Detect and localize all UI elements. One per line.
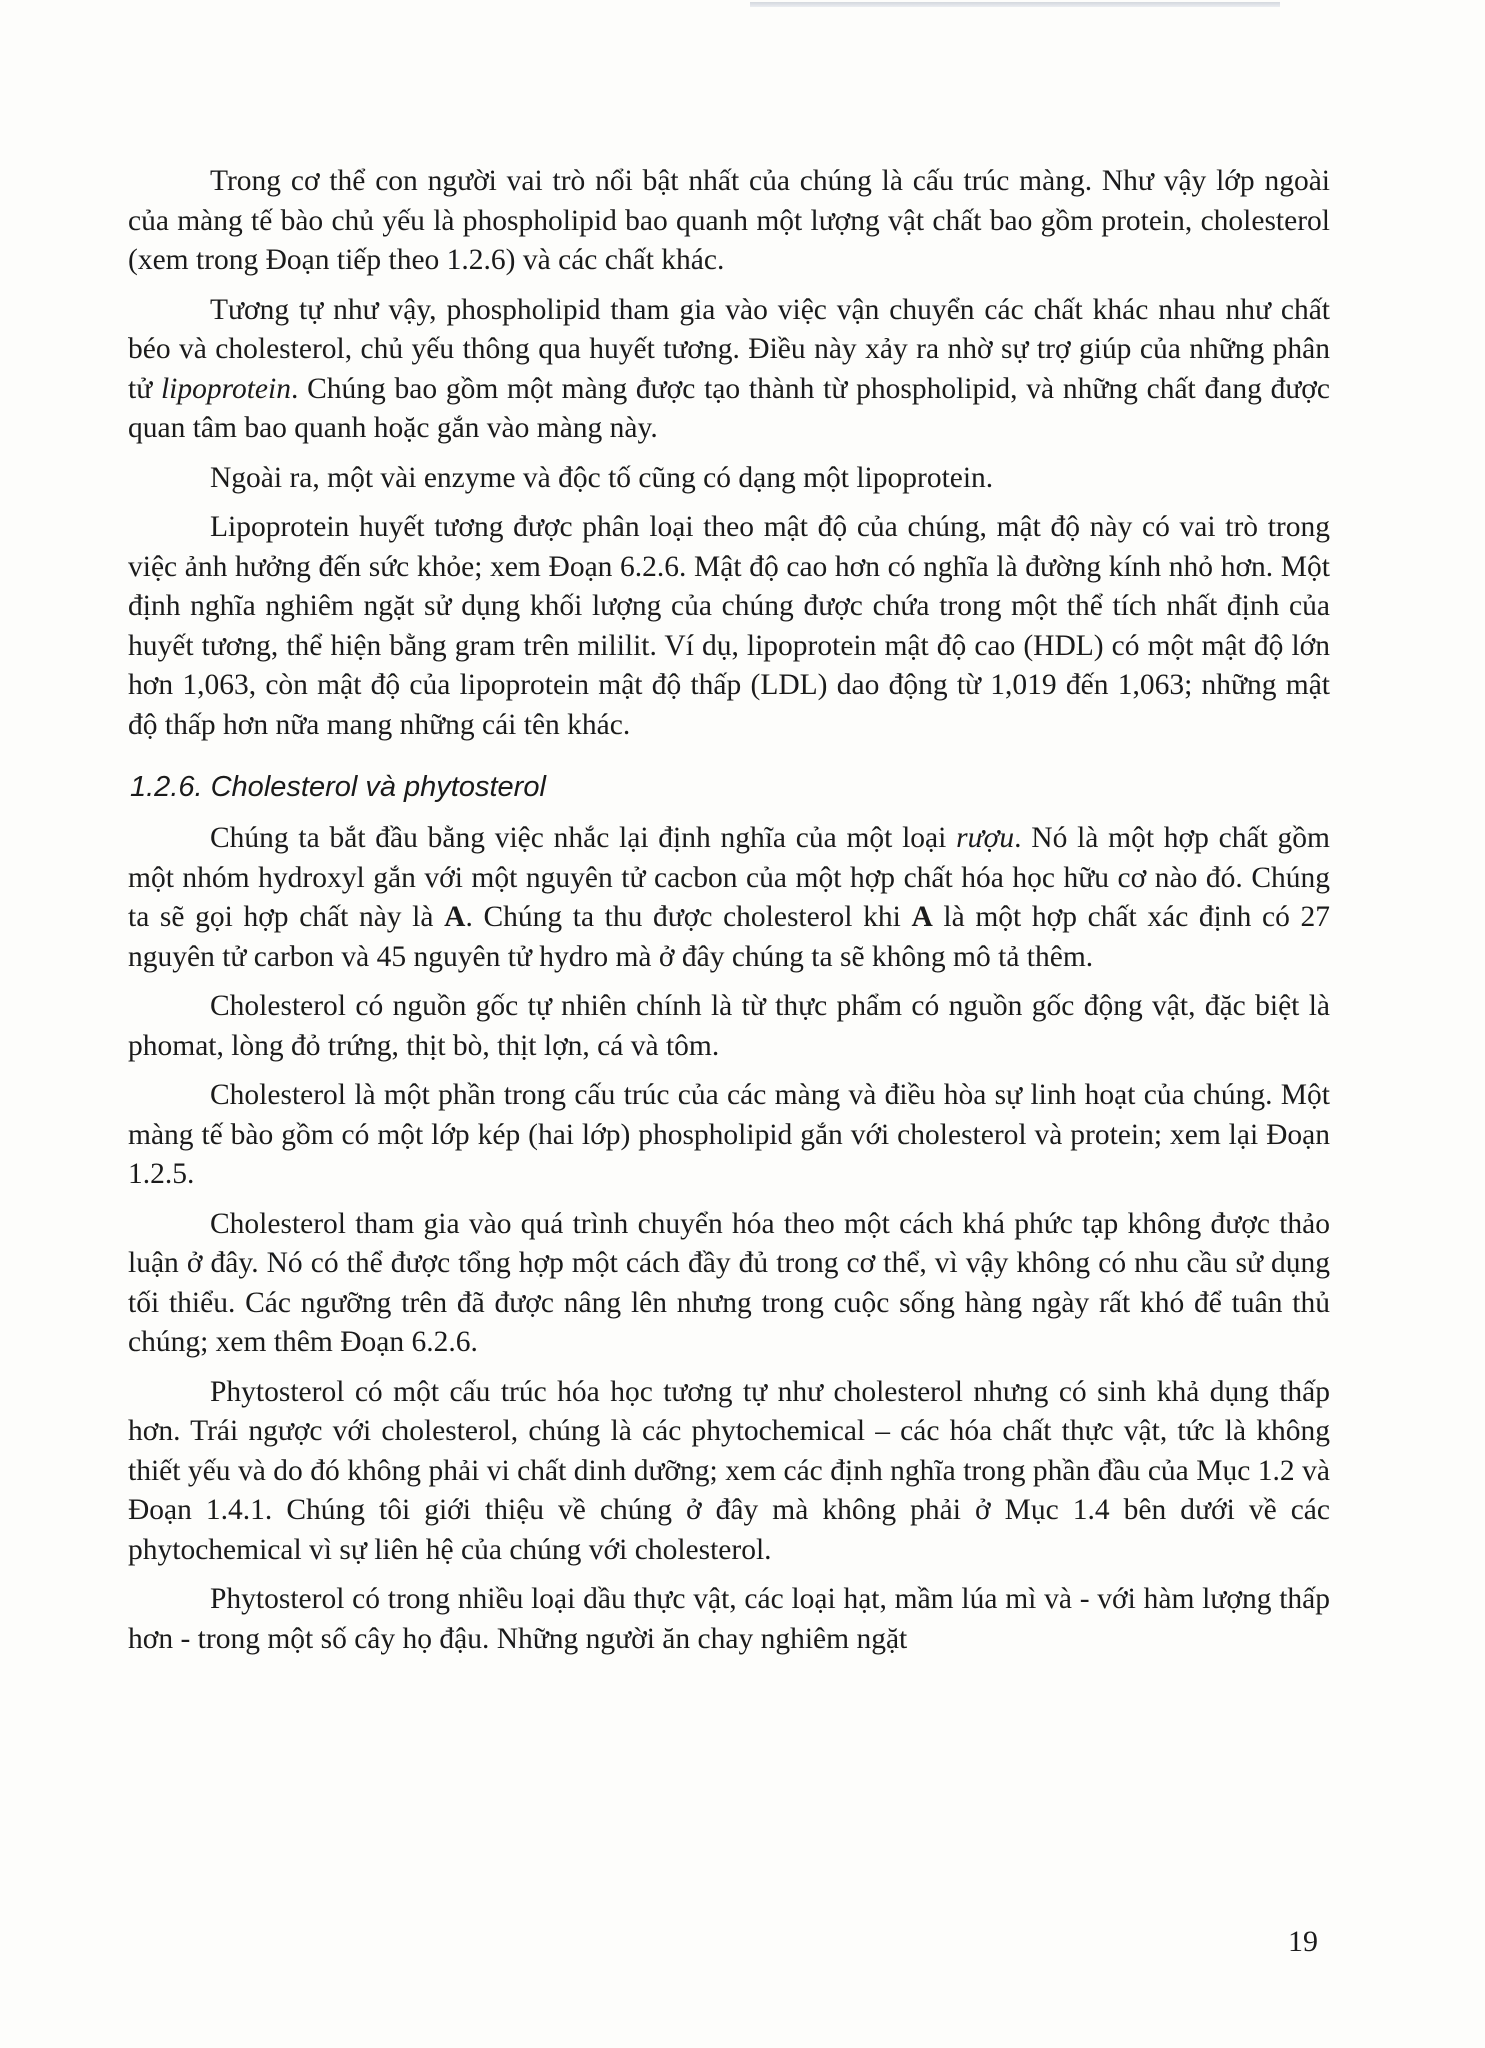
paragraph — [128, 1205, 1330, 1363]
scan-edge-mark — [750, 2, 1280, 7]
text-run: Lipoprotein huyết tương được phân loại theo mật độ của chúng, mật độ này có vai trò trong việc ảnh hưởng đến sức khỏe; xem Đoạn 6.2.6. Mật độ cao hơn có nghĩa là đường kính nhỏ hơn. Một định nghĩa nghiêm ngặt sử dụng khối lượng của chúng được chứa trong một thể tích nhất định của huyết tương, thể hiện bằng gram trên mililit. Ví dụ, lipoprotein mật độ cao (HDL) có một mật độ lớn hơn 1,063, còn mật độ của lipoprotein mật độ thấp (LDL) dao động từ 1,019 đến 1,063; những mật độ thấp hơn nữa mang những cái tên khác. — [128, 511, 1330, 741]
bold-term: A — [911, 901, 933, 933]
text-run: . Nó là một hợp chất gồm một nhóm hydroxyl gắn với một nguyên tử cacbon của một hợp chất hóa học hữu cơ nào đó. Chúng ta sẽ gọi hợp chất này là — [128, 822, 1330, 933]
paragraph — [128, 987, 1330, 1066]
text-run: Cholesterol có nguồn gốc tự nhiên chính là từ thực phẩm có nguồn gốc động vật, đặc biệt là phomat, lòng đỏ trứng, thịt bò, thịt lợn, cá và tôm. — [128, 990, 1330, 1062]
section-paragraphs — [128, 819, 1330, 1659]
text-run: Phytosterol có trong nhiều loại dầu thực vật, các loại hạt, mầm lúa mì và - với hàm lượng thấp hơn - trong một số cây họ đậu. Những người ăn chay nghiêm ngặt — [128, 1583, 1330, 1655]
italic-term: lipoprotein — [160, 372, 291, 405]
paragraph — [128, 162, 1330, 281]
paragraph — [128, 291, 1330, 449]
text-run: Trong cơ thể con người vai trò nổi bật nhất của chúng là cấu trúc màng. Như vậy lớp ngoài của màng tế bào chủ yếu là phospholipid bao quanh một lượng vật chất bao gồm protein, cholesterol (xem trong Đoạn tiếp theo 1.2.6) và các chất khác. — [128, 165, 1330, 276]
text-run: Cholesterol là một phần trong cấu trúc của các màng và điều hòa sự linh hoạt của chúng. Một màng tế bào gồm có một lớp kép (hai lớp) phospholipid gắn với cholesterol và protein; xem lại Đoạn 1.2.5. — [128, 1079, 1330, 1190]
page-body — [128, 162, 1330, 1669]
text-run: . Chúng bao gồm một màng được tạo thành từ phospholipid, và những chất đang được quan tâm bao quanh hoặc gắn vào màng này. — [128, 372, 1331, 444]
paragraph — [128, 1580, 1330, 1659]
text-run: . Chúng ta thu được cholesterol khi — [465, 901, 912, 933]
text-run: Chúng ta bắt đầu bằng việc nhắc lại định nghĩa của một loại — [210, 822, 957, 854]
paragraph — [128, 1076, 1330, 1195]
text-run: Phytosterol có một cấu trúc hóa học tương tự như cholesterol nhưng có sinh khả dụng thấp hơn. Trái ngược với cholesterol, chúng là các phytochemical – các hóa chất thực vật, tức là không thiết yếu và do đó không phải vi chất dinh dưỡng; xem các định nghĩa trong phần đầu của Mục 1.2 và Đoạn 1.4.1. Chúng tôi giới thiệu về chúng ở đây mà không phải ở Mục 1.4 bên dưới về các phytochemical vì sự liên hệ của chúng với cholesterol. — [128, 1375, 1330, 1566]
text-run: là một hợp chất xác định có 27 nguyên tử carbon và 45 nguyên tử hydro mà ở đây chúng ta sẽ không mô tả thêm. — [128, 901, 1330, 973]
paragraph — [128, 819, 1330, 977]
paragraph — [128, 1373, 1330, 1571]
bold-term: A — [444, 901, 466, 933]
italic-term: rượu — [956, 822, 1015, 854]
intro-paragraphs — [128, 162, 1330, 745]
paragraph — [128, 508, 1330, 745]
section-heading: 1.2.6. Cholesterol và phytosterol — [130, 771, 546, 803]
text-run: Ngoài ra, một vài enzyme và độc tố cũng có dạng một lipoprotein. — [210, 461, 994, 494]
text-run: Tương tự như vậy, phospholipid tham gia vào việc vận chuyển các chất khác nhau như chất béo và cholesterol, chủ yếu thông qua huyết tương. Điều này xảy ra nhờ sự trợ giúp của những phân tử — [128, 293, 1330, 405]
text-run: Cholesterol tham gia vào quá trình chuyển hóa theo một cách khá phức tạp không được thảo luận ở đây. Nó có thể được tổng hợp một cách đầy đủ trong cơ thể, vì vậy không có nhu cầu sử dụng tối thiểu. Các ngưỡng trên đã được nâng lên nhưng trong cuộc sống hàng ngày rất khó để tuân thủ chúng; xem thêm Đoạn 6.2.6. — [128, 1207, 1330, 1358]
paragraph — [128, 459, 1330, 499]
page-number: 19 — [1288, 1925, 1318, 1958]
